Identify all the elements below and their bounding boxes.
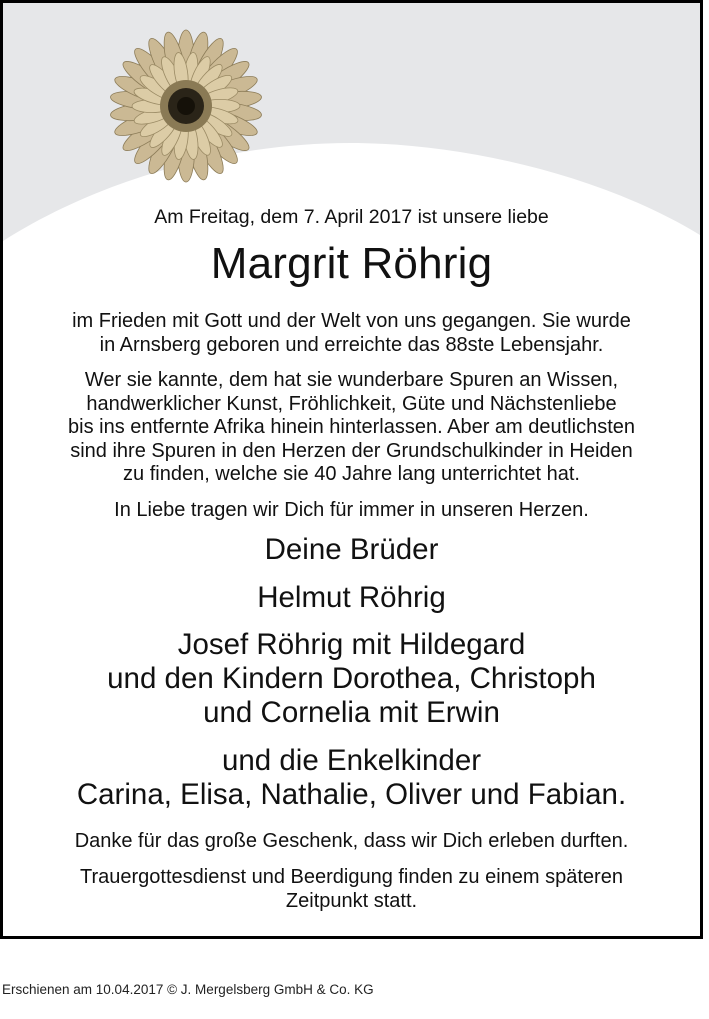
thanks-line: Danke für das große Geschenk, dass wir Dich erleben durften. — [74, 830, 629, 852]
text-line: Wer sie kannte, dem hat sie wunderbare Spuren an Wissen, — [84, 369, 619, 391]
text-line: und die Enkelkinder — [221, 744, 482, 777]
text-line: handwerklicher Kunst, Fröhlichkeit, Güte und Nächstenliebe — [86, 392, 617, 415]
text-line: Zeitpunkt statt. — [285, 889, 418, 912]
publication-footer: Erschienen am 10.04.2017 © J. Mergelsberg GmbH & Co. KG — [2, 982, 374, 997]
text-line: bis ins entfernte Afrika hinein hinterlassen. Aber am deutlichsten — [68, 416, 635, 438]
text-line: Carina, Elisa, Nathalie, Oliver und Fabian. — [76, 778, 627, 811]
text-line: sind ihre Spuren in den Herzen der Grundschulkinder in Heiden — [70, 439, 633, 462]
paragraph-love: In Liebe tragen wir Dich für immer in unseren Herzen. — [114, 499, 589, 521]
family-member-josef — [3, 628, 700, 730]
text-line: im Frieden mit Gott und der Welt von uns gegangen. Sie wurde — [72, 310, 631, 332]
text-line: und den Kindern Dorothea, Christoph — [107, 662, 596, 695]
family-grandchildren — [3, 744, 700, 812]
family-member-helmut: Helmut Röhrig — [257, 581, 446, 614]
text-line: Josef Röhrig mit Hildegard — [177, 628, 526, 661]
text-line: Trauergottesdienst und Beerdigung finden zu einem späteren — [80, 866, 623, 888]
text-line: zu finden, welche sie 40 Jahre lang unterrichtet hat. — [123, 463, 580, 485]
text-line: in Arnsberg geboren und erreichte das 88ste Lebensjahr. — [99, 333, 604, 356]
paragraph-passing — [3, 310, 700, 357]
gerbera-flower-icon — [91, 21, 281, 191]
deceased-name: Margrit Röhrig — [210, 239, 493, 288]
text-line: und Cornelia mit Erwin — [203, 696, 500, 729]
service-info — [3, 866, 700, 913]
paragraph-legacy — [3, 369, 700, 487]
intro-line: Am Freitag, dem 7. April 2017 ist unsere liebe — [154, 206, 549, 228]
family-title: Deine Brüder — [264, 533, 439, 566]
